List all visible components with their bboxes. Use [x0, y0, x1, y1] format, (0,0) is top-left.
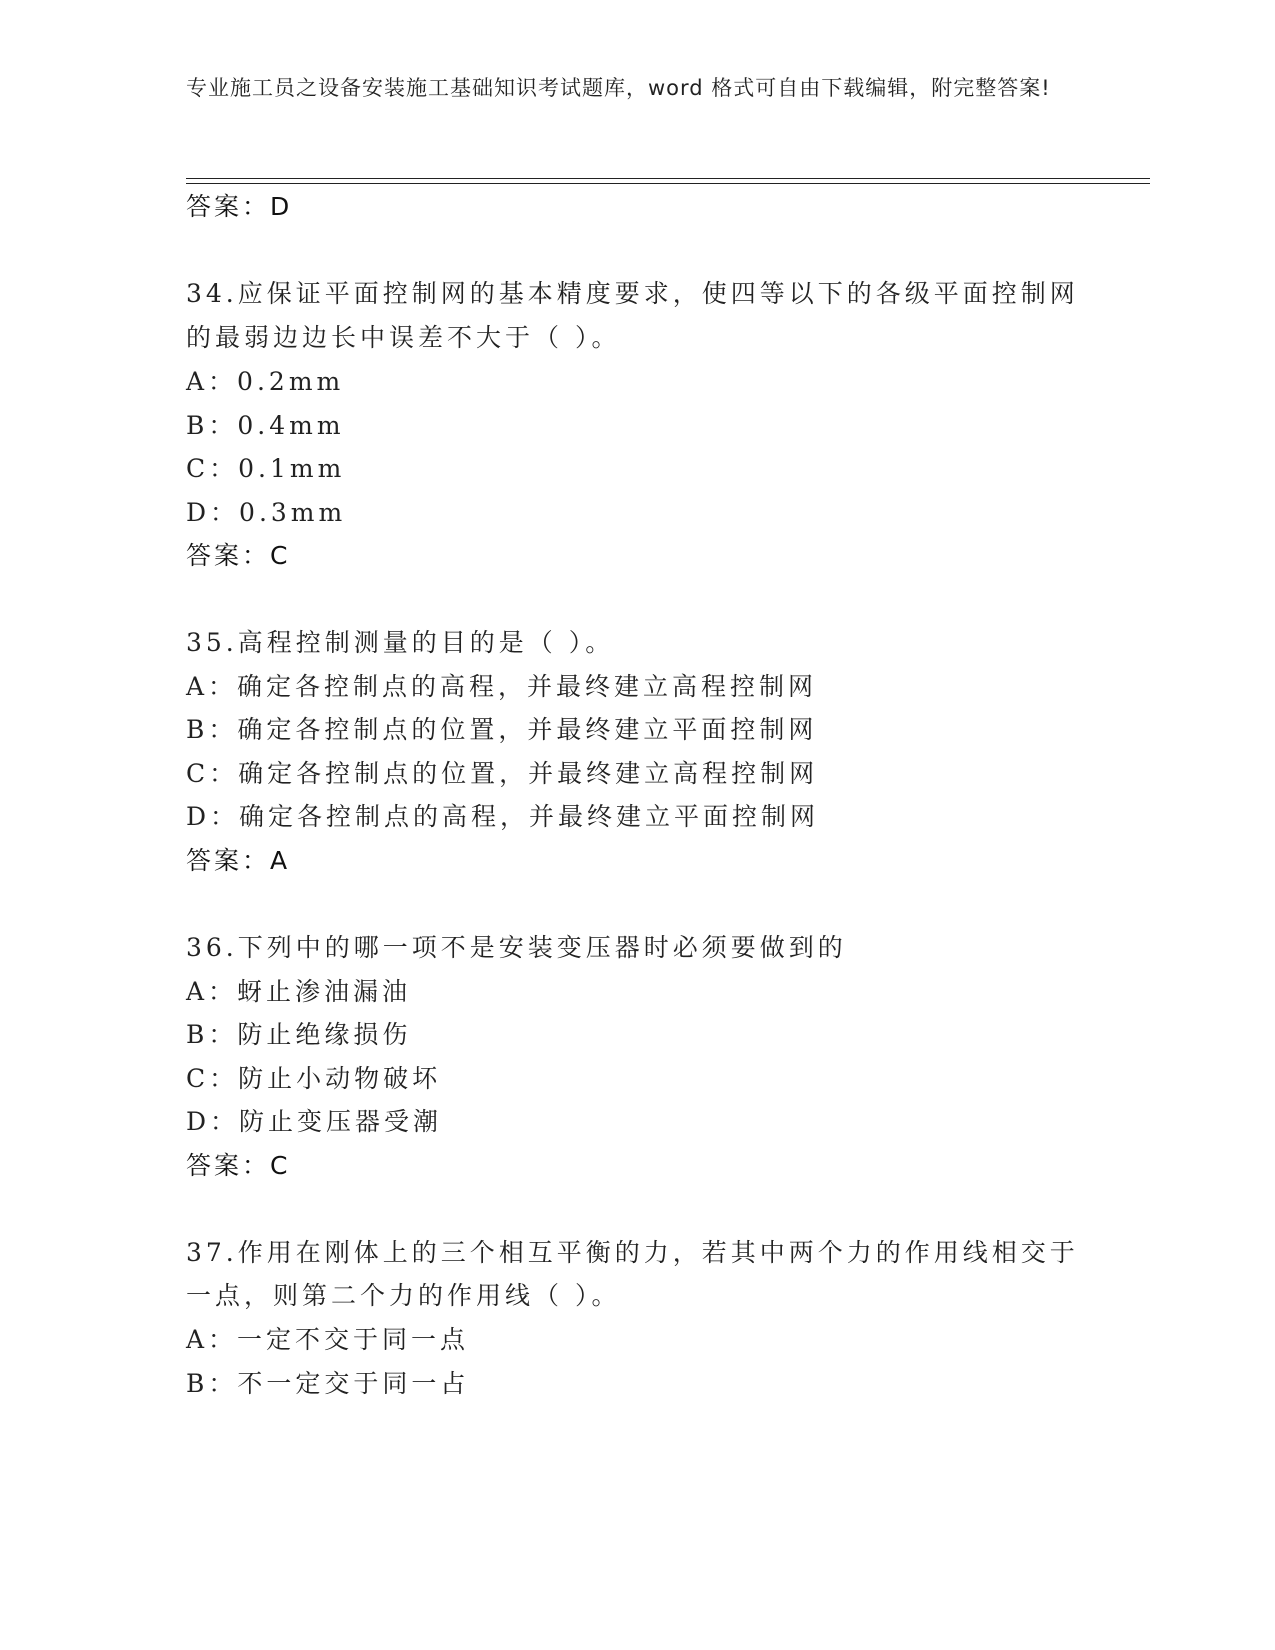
- answer-line: 答案：C: [186, 541, 291, 570]
- answer-line: 答案：D: [186, 192, 293, 221]
- question-option: A：0.2mm: [186, 367, 345, 396]
- question-option: B：确定各控制点的位置，并最终建立平面控制网: [186, 715, 818, 744]
- question-option: B：不一定交于同一占: [186, 1369, 470, 1398]
- answer-line: 答案：A: [186, 846, 291, 875]
- header-divider-top: [186, 178, 1150, 179]
- header-text: 专业施工员之设备安装施工基础知识考试题库，word 格式可自由下载编辑，附完整答案!: [186, 76, 1051, 100]
- document-header: [186, 72, 1066, 104]
- question-option: A：蚜止渗油漏油: [186, 977, 412, 1006]
- question-stem-line: 一点，则第二个力的作用线（ ）。: [186, 1281, 621, 1310]
- header-divider-bottom: [186, 183, 1150, 184]
- question-option: D：防止变压器受潮: [186, 1107, 443, 1136]
- question-option: B：防止绝缘损伤: [186, 1020, 412, 1049]
- question-stem-line: 34.应保证平面控制网的基本精度要求，使四等以下的各级平面控制网: [186, 279, 1079, 308]
- question-stem-line: 37.作用在刚体上的三个相互平衡的力，若其中两个力的作用线相交于: [186, 1238, 1079, 1267]
- question-stem-line: 36.下列中的哪一项不是安装变压器时必须要做到的: [186, 933, 847, 962]
- question-option: D：确定各控制点的高程，并最终建立平面控制网: [186, 802, 820, 831]
- question-option: A：一定不交于同一点: [186, 1325, 470, 1354]
- question-stem-line: 35.高程控制测量的目的是（ ）。: [186, 628, 615, 657]
- question-option: D：0.3mm: [186, 498, 347, 527]
- question-stem-line: 的最弱边边长中误差不大于（ ）。: [186, 323, 621, 352]
- question-option: C：防止小动物破坏: [186, 1064, 442, 1093]
- question-option: C：确定各控制点的位置，并最终建立高程控制网: [186, 759, 819, 788]
- answer-line: 答案：C: [186, 1151, 291, 1180]
- question-option: B：0.4mm: [186, 411, 345, 440]
- question-option: C：0.1mm: [186, 454, 346, 483]
- question-option: A：确定各控制点的高程，并最终建立高程控制网: [186, 672, 818, 701]
